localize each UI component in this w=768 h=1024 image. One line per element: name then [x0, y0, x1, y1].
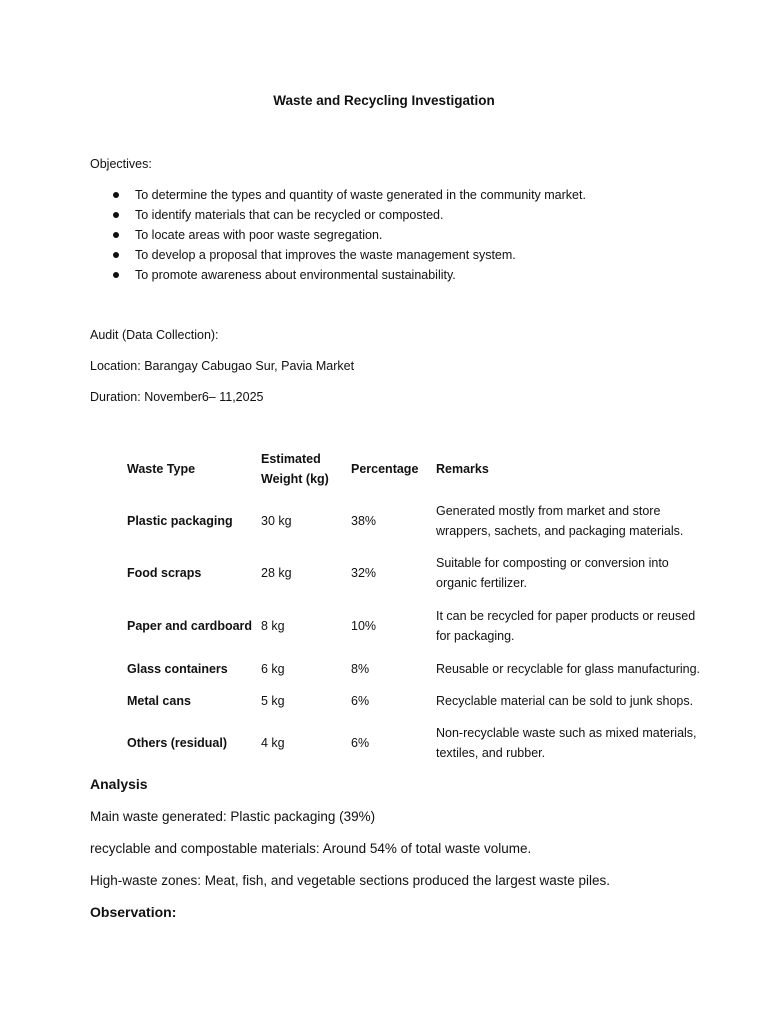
cell-remarks [436, 501, 721, 541]
cell-remarks: Reusable or recyclable for glass manufacturing. [436, 662, 701, 676]
cell-waste-type: Food scraps [127, 566, 202, 580]
header-weight-line2: Weight (kg) [261, 472, 329, 486]
header-weight-line1: Estimated [261, 452, 321, 466]
cell-remarks: Recyclable material can be sold to junk shops. [436, 694, 694, 708]
cell-percentage: 32% [351, 566, 377, 580]
analysis-line: Main waste generated: Plastic packaging (39%) [90, 809, 376, 824]
header-weight [261, 449, 341, 489]
header-percentage: Percentage [351, 462, 419, 476]
header-remarks: Remarks [436, 462, 489, 476]
remarks-line: Suitable for composting or conversion into [436, 556, 669, 570]
remarks-line: It can be recycled for paper products or reused [436, 609, 696, 623]
objective-item: To identify materials that can be recycled or composted. [90, 207, 586, 227]
cell-remarks [436, 553, 721, 593]
cell-remarks [436, 723, 721, 763]
remarks-line: textiles, and rubber. [436, 746, 546, 760]
cell-waste-type: Metal cans [127, 694, 191, 708]
cell-waste-type: Paper and cardboard [127, 619, 253, 633]
objective-item: To develop a proposal that improves the waste management system. [90, 247, 586, 267]
cell-weight: 5 kg [261, 694, 285, 708]
cell-weight: 6 kg [261, 662, 285, 676]
cell-percentage: 6% [351, 736, 370, 750]
cell-remarks [436, 606, 721, 646]
objectives-label: Objectives: [90, 157, 152, 171]
cell-percentage: 6% [351, 694, 370, 708]
header-waste-type: Waste Type [127, 462, 196, 476]
duration-text: Duration: November6– 11,2025 [90, 390, 264, 404]
cell-weight: 28 kg [261, 566, 292, 580]
remarks-line: Generated mostly from market and store [436, 504, 661, 518]
cell-weight: 4 kg [261, 736, 285, 750]
objectives-list [90, 187, 586, 287]
remarks-line: organic fertilizer. [436, 576, 528, 590]
analysis-heading: Analysis [90, 776, 148, 792]
remarks-line: Non-recyclable waste such as mixed materials, [436, 726, 697, 740]
objective-item: To determine the types and quantity of waste generated in the community market. [90, 187, 586, 207]
analysis-line: recyclable and compostable materials: Around 54% of total waste volume. [90, 841, 532, 856]
cell-percentage: 10% [351, 619, 377, 633]
cell-weight: 8 kg [261, 619, 285, 633]
document-title: Waste and Recycling Investigation [273, 93, 495, 108]
analysis-line: High-waste zones: Meat, fish, and vegetable sections produced the largest waste piles. [90, 873, 611, 888]
cell-waste-type: Plastic packaging [127, 514, 233, 528]
cell-percentage: 8% [351, 662, 370, 676]
cell-percentage: 38% [351, 514, 377, 528]
cell-waste-type: Glass containers [127, 662, 228, 676]
cell-weight: 30 kg [261, 514, 292, 528]
remarks-line: for packaging. [436, 629, 515, 643]
audit-label: Audit (Data Collection): [90, 328, 219, 342]
location-text: Location: Barangay Cabugao Sur, Pavia Market [90, 359, 355, 373]
remarks-line: wrappers, sachets, and packaging materials. [436, 524, 684, 538]
objective-item: To promote awareness about environmental sustainability. [90, 267, 586, 287]
objective-item: To locate areas with poor waste segregation. [90, 227, 586, 247]
cell-waste-type: Others (residual) [127, 736, 228, 750]
observation-heading: Observation: [90, 904, 177, 920]
